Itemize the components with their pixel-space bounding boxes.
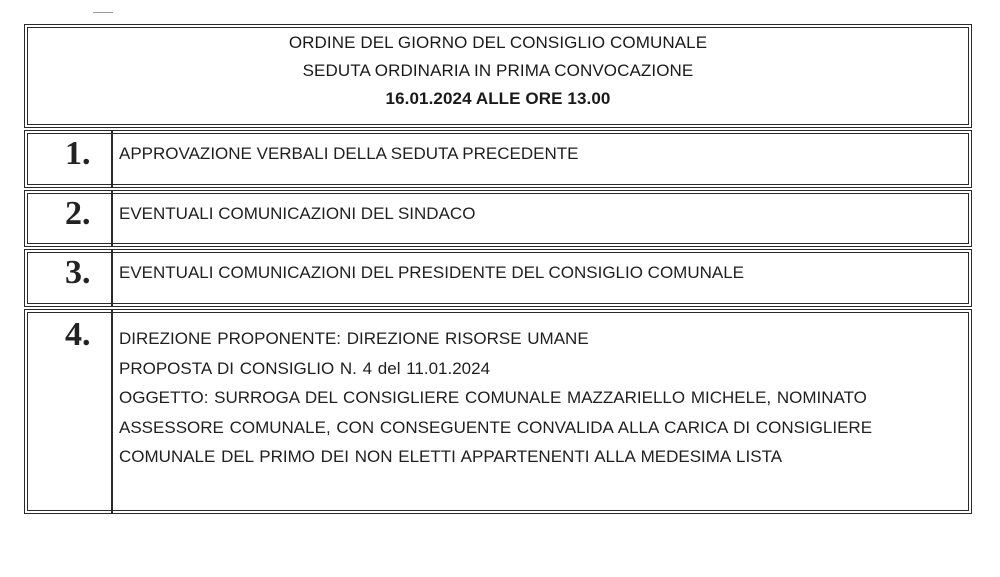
item-line: EVENTUALI COMUNICAZIONI DEL SINDACO	[119, 204, 476, 223]
header-title: ORDINE DEL GIORNO DEL CONSIGLIO COMUNALE	[288, 33, 708, 52]
item-text	[119, 139, 965, 169]
item-line-subject-cont: ASSESSORE COMUNALE, CON CONSEGUENTE CONVALIDA ALLA CARICA DI CONSIGLIERE	[119, 417, 873, 437]
item-number: 3.	[65, 254, 91, 291]
item-text	[119, 258, 965, 288]
item-line-subject: OGGETTO: SURROGA DEL CONSIGLIERE COMUNALE MAZZARIELLO MICHELE, NOMINATO	[119, 388, 867, 407]
item-text	[119, 324, 965, 472]
header-subtitle: SEDUTA ORDINARIA IN PRIMA CONVOCAZIONE	[302, 61, 694, 80]
item-text	[119, 199, 965, 229]
item-number-cell	[25, 310, 113, 513]
agenda-item-4	[24, 309, 972, 514]
item-number-cell	[25, 250, 113, 306]
item-line-proposal: PROPOSTA DI CONSIGLIO N. 4 del 11.01.2024	[119, 358, 491, 378]
header-date-time: 16.01.2024 ALLE ORE 13.00	[385, 89, 611, 108]
agenda-header	[24, 24, 972, 128]
item-line: EVENTUALI COMUNICAZIONI DEL PRESIDENTE DEL CONSIGLIO COMUNALE	[119, 263, 745, 282]
item-number-cell	[25, 131, 113, 187]
item-number: 4.	[65, 316, 91, 353]
item-line: APPROVAZIONE VERBALI DELLA SEDUTA PRECEDENTE	[119, 144, 579, 163]
agenda-item-3	[24, 249, 972, 307]
item-number: 2.	[65, 195, 91, 232]
item-line-directorate: DIREZIONE PROPONENTE: DIREZIONE RISORSE UMANE	[119, 329, 589, 348]
item-number: 1.	[65, 135, 91, 172]
agenda-item-1	[24, 130, 972, 188]
item-number-cell	[25, 191, 113, 246]
scan-mark	[93, 12, 113, 13]
agenda-table	[24, 24, 972, 514]
agenda-item-2	[24, 190, 972, 247]
item-line-subject-end: COMUNALE DEL PRIMO DEI NON ELETTI APPARTENENTI ALLA MEDESIMA LISTA	[119, 447, 783, 466]
